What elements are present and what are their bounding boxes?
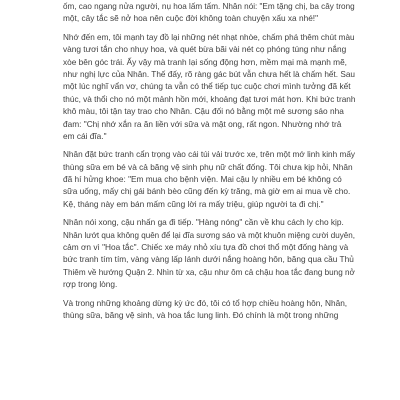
text-line: Nhân nói xong, cậu nhấn ga đi tiếp. "Hàng nóng" cần về khu cách ly cho kịp. xyxy=(63,217,344,228)
text-line: Nhớ đến em, tôi mạnh tay đồ lại những nét nhạt nhòe, chấm phá thêm chút màu xyxy=(63,31,355,42)
text-line: đam: "Chị nhớ xắn ra ăn liền với sữa và mật ong, rất ngon. Nhường nhớ trả xyxy=(63,118,342,129)
paragraph-2 xyxy=(63,31,355,143)
text-line: một, cây tắc sẽ nở hoa nên cuộc đời không toàn chuyện xấu xa nhé!" xyxy=(63,13,319,24)
text-line: rợp trong lòng. xyxy=(63,279,118,290)
text-line: như nghị lực của Nhân. Thế đấy, rõ ràng gác bút vẫn chưa hết là chấm hết. Sau xyxy=(63,68,356,79)
text-line: Kệ, tháng này em bán mấm cũng lời ra mấy triệu, giúp người ta đi chị." xyxy=(63,198,324,209)
text-line: cảm ơn vì "Hoa tắc". Chiếc xe máy nhỏ xíu tựa đồ chơi thổ một đống hàng và xyxy=(63,242,349,253)
text-line: thùng sữa, băng vệ sinh, và hoa tắc lung linh. Đó chính là một trong những xyxy=(63,309,339,320)
text-line: vàng tươi tắn cho nhụy hoa, và quét bừa bãi vài nét cọ phóng túng như nắng xyxy=(63,44,347,55)
paragraph-5 xyxy=(63,297,355,322)
text-line: bức tranh tím tím, vàng vàng lấp lánh dưới nắng hoàng hôn, băng qua cầu Thủ xyxy=(63,254,354,265)
text-line: thúc, và thổi cho nó một mảnh hồn mới, khoảng đạt tươi mát hơn. Khi bức tranh xyxy=(63,93,356,104)
text-line: đã hí hửng khoe: "Em mua cho bệnh viện. Mai cậu ly nhiều em bé không có xyxy=(63,174,342,185)
text-line: thùng sữa em bé và cả băng vệ sinh phụ nữ chất đống. Tôi chưa kịp hỏi, Nhân xyxy=(63,161,353,172)
paragraph-4 xyxy=(63,216,355,290)
article-body xyxy=(63,0,355,321)
paragraph-1 xyxy=(63,0,355,25)
text-line: Nhân lướt qua không quên để lại đĩa sương sáo và một khuôn miệng cười duyên, xyxy=(63,229,355,240)
text-line: xòe bên góc trái. Ấy vậy mà tranh lại sống động hơn, mềm mại mà mạnh mẽ, xyxy=(63,56,347,67)
text-line: Và trong những khoảng dừng kỳ ức đó, tôi có tổ hợp chiều hoàng hôn, Nhân, xyxy=(63,297,348,308)
text-line: em cái đĩa." xyxy=(63,130,107,141)
text-line: một lúc nghĩ vẩn vơ, chúng ta vẫn có thể tiếp tục cuộc chơi mình tưởng đã kết xyxy=(63,81,351,92)
text-line: sữa uống, mấy chị gái bánh bèo cũng đến kỳ trăng, mà giờ em ai mua về cho. xyxy=(63,186,351,197)
text-line: Nhân đặt bức tranh cẩn trọng vào cái túi vải trước xe, trên một mớ linh kinh mấy xyxy=(63,149,355,160)
text-line: Thiêm về hướng Quận 2. Nhìn từ xa, cậu như ôm cả chậu hoa tắc đang bung nở xyxy=(63,266,355,277)
text-line: ốm, cao ngang nửa người, nụ hoa lấm tấm. Nhân nói: "Em tặng chị, ba cây trong xyxy=(63,1,355,11)
text-line: khô màu, tôi tận tay trao cho Nhân. Cậu đối nó bằng một mẻ sương sáo nha xyxy=(63,106,344,117)
paragraph-3 xyxy=(63,148,355,210)
